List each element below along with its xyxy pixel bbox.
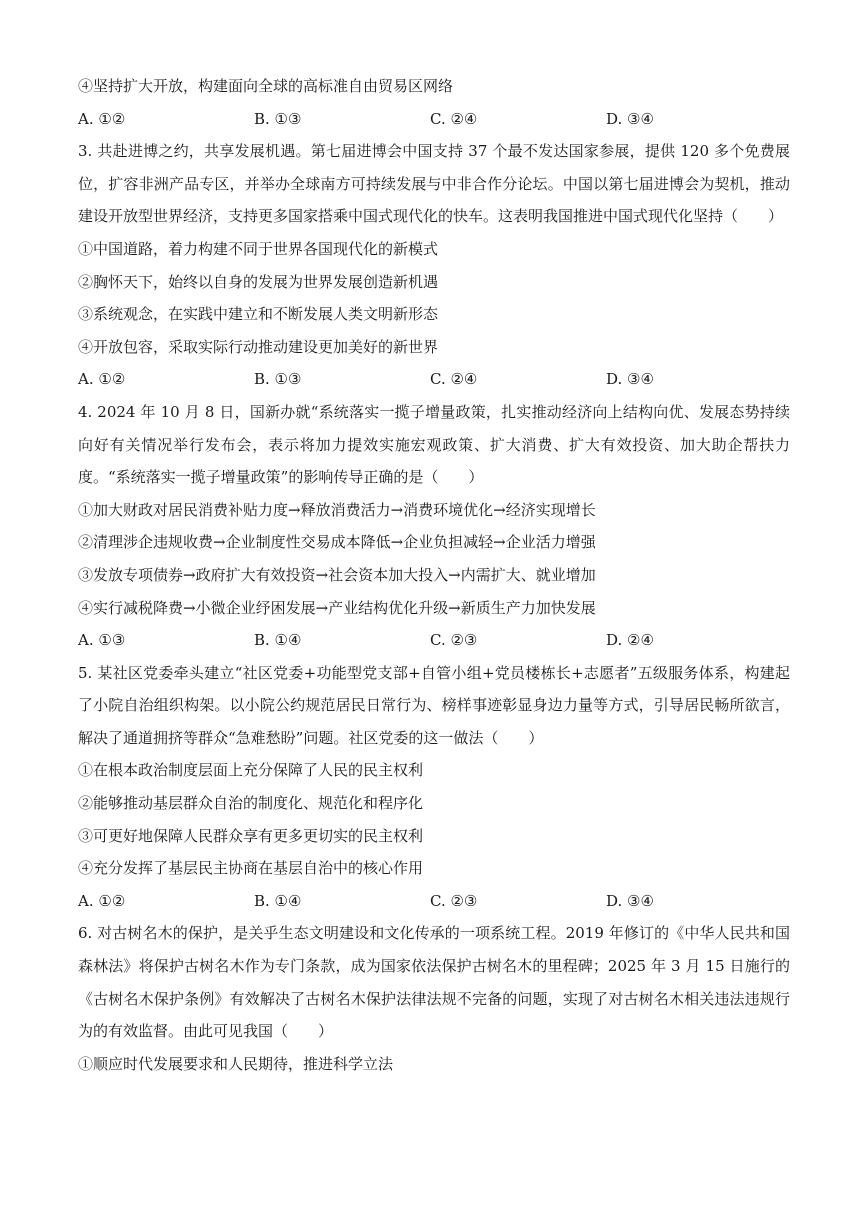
- question-6-stem: 6. 对古树名木的保护，是关乎生态文明建设和文化传承的一项系统工程。2019 年修订的《中华人民共和国森林法》将保护古树名木作为专门条款，成为国家依法保护古树名木的里程碑；2025 年 3 月 15 日施行的《古树名木保护条例》有效解决了古树名木保护法律法规不完备的问题，实现了对古树名木相关违法违规行为的有效监督。由此可见我国（ ）: [78, 924, 790, 1041]
- answer-options: [78, 103, 790, 136]
- statement-item: ④实行减税降费→小微企业纾困发展→产业结构优化升级→新质生产力加快发展: [78, 598, 596, 617]
- option-c[interactable]: C. ②④: [430, 109, 478, 128]
- statement-item: ③发放专项债券→政府扩大有效投资→社会资本加大投入→内需扩大、就业增加: [78, 565, 596, 584]
- option-d[interactable]: D. ③④: [606, 891, 654, 910]
- statement-item: ③系统观念，在实践中建立和不断发展人类文明新形态: [78, 305, 439, 324]
- statement-item: ①中国道路，着力构建不同于世界各国现代化的新模式: [78, 239, 439, 258]
- option-d[interactable]: D. ②④: [606, 631, 654, 650]
- option-b[interactable]: B. ①③: [254, 109, 302, 128]
- statement-item: ①顺应时代发展要求和人民期待，推进科学立法: [78, 1054, 394, 1073]
- option-b[interactable]: B. ①④: [254, 891, 302, 910]
- statement-item: ④开放包容，采取实际行动推动建设更加美好的新世界: [78, 337, 439, 356]
- option-a[interactable]: A. ①②: [78, 370, 126, 389]
- question-4-stem: 4. 2024 年 10 月 8 日，国新办就“系统落实一揽子增量政策，扎实推动经济向上结构向优、发展态势持续向好有关情况举行发布会，表示将加力提效实施宏观政策、扩大消费、扩大有效投资、加大助企帮扶力度。“系统落实一揽子增量政策”的影响传导正确的是（ ）: [78, 402, 790, 487]
- statement-item: ④充分发挥了基层民主协商在基层自治中的核心作用: [78, 859, 424, 878]
- option-d[interactable]: D. ③④: [606, 370, 654, 389]
- statement-item: ①加大财政对居民消费补贴力度→释放消费活力→消费环境优化→经济实现增长: [78, 500, 596, 519]
- option-a[interactable]: A. ①②: [78, 891, 126, 910]
- option-a[interactable]: A. ①③: [78, 631, 126, 650]
- statement-item: ②清理涉企违规收费→企业制度性交易成本降低→企业负担减轻→企业活力增强: [78, 533, 596, 552]
- question-5-stem: 5. 某社区党委牵头建立“社区党委+功能型党支部+自管小组+党员楼栋长+志愿者”五级服务体系，构建起了小院自治组织构架。以小院公约规范居民日常行为、榜样事迹彰显身边力量等方式，引导居民畅所欲言，解决了通道拥挤等群众“急难愁盼”问题。社区党委的这一做法（ ）: [78, 663, 790, 747]
- option-b[interactable]: B. ①④: [254, 631, 302, 650]
- option-d[interactable]: D. ③④: [606, 109, 654, 128]
- statement-item: ①在根本政治制度层面上充分保障了人民的民主权利: [78, 761, 424, 780]
- answer-options: [78, 363, 790, 396]
- answer-options: [78, 624, 790, 657]
- statement-item: ②胸怀天下，始终以自身的发展为世界发展创造新机遇: [78, 272, 439, 291]
- option-c[interactable]: C. ②③: [430, 631, 478, 650]
- statement-item: ④坚持扩大开放，构建面向全球的高标准自由贸易区网络: [78, 77, 454, 95]
- option-c[interactable]: C. ②③: [430, 891, 478, 910]
- option-b[interactable]: B. ①③: [254, 370, 302, 389]
- statement-item: ③可更好地保障人民群众享有更多更切实的民主权利: [78, 826, 424, 845]
- question-3-stem: 3. 共赴进博之约，共享发展机遇。第七届进博会中国支持 37 个最不发达国家参展，提供 120 多个免费展位，扩容非洲产品专区，并举办全球南方可持续发展与中非合作分论坛。中国以第七届进博会为契机，推动建设开放型世界经济，支持更多国家搭乘中国式现代化的快车。这表明我国推进中国式现代化坚持（ ）: [78, 142, 790, 226]
- exam-page: [78, 70, 790, 1080]
- option-c[interactable]: C. ②④: [430, 370, 478, 389]
- option-a[interactable]: A. ①②: [78, 109, 126, 128]
- answer-options: [78, 885, 790, 918]
- statement-item: ②能够推动基层群众自治的制度化、规范化和程序化: [78, 794, 424, 813]
